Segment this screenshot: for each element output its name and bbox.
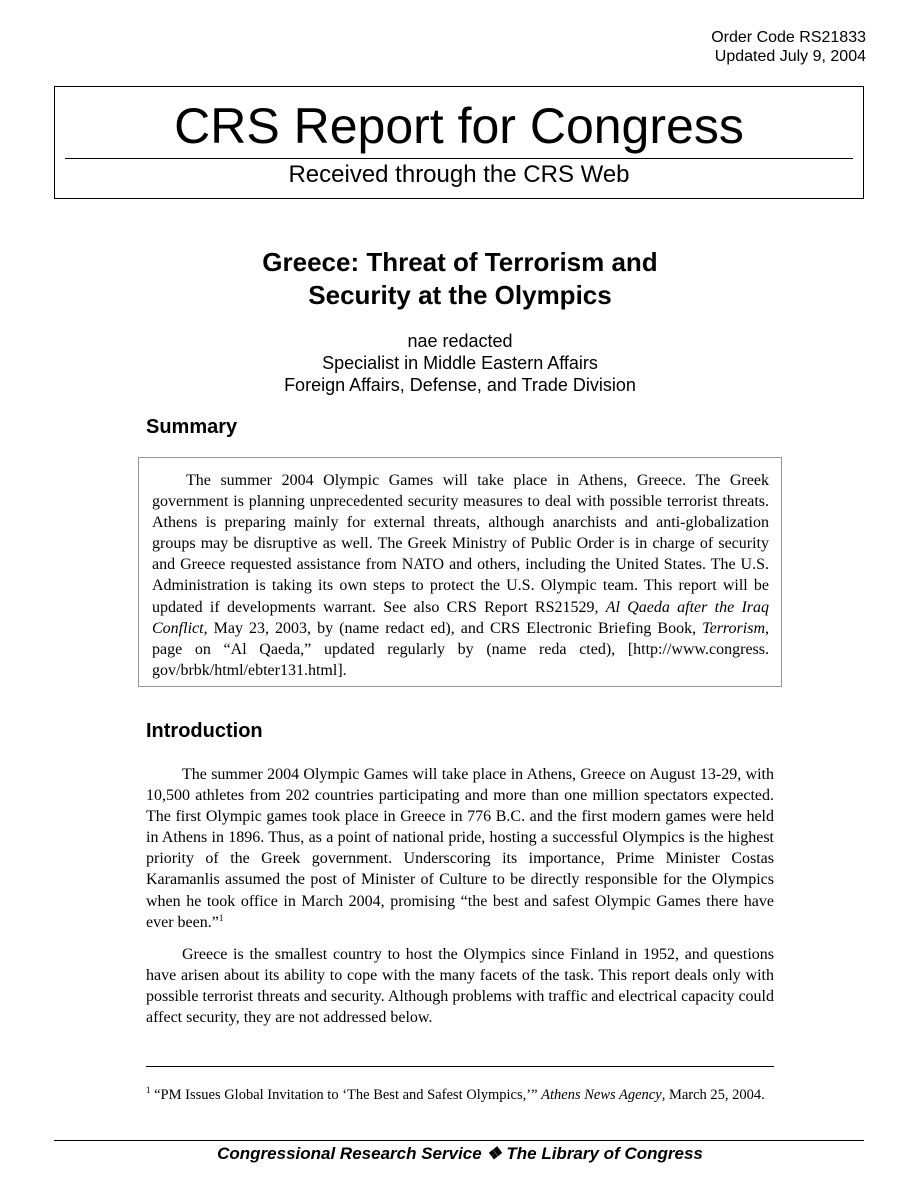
footnote-number: 1 — [146, 1085, 151, 1095]
footnote — [146, 1086, 774, 1105]
intro-paragraph-1 — [146, 764, 774, 933]
intro-paragraph-2: Greece is the smallest country to host the Olympics since Finland in 1952, and questions have arisen about its ability to cope with the many facets of the task. This report deals only with possible terrorist threats and security. Although problems with traffic and electrical capacity could affect security, they are not addressed below. — [146, 946, 774, 1027]
banner-subtitle: Received through the CRS Web — [288, 161, 630, 188]
summary-text-b: , May 23, 2003, by (name redact ed), and CRS Electronic Briefing Book, — [203, 619, 703, 637]
page-footer: Congressional Research Service ❖ The Library of Congress — [217, 1144, 703, 1163]
footnote-text-a: “PM Issues Global Invitation to ‘The Best and Safest Olympics,’” — [150, 1087, 542, 1103]
footnote-text-b: , March 25, 2004. — [661, 1087, 765, 1103]
updated-date: Updated July 9, 2004 — [714, 48, 866, 65]
summary-text-c: , page on “Al Qaeda,” updated regularly by (name reda cted), [http://www.congress. gov/brbk/html/ebter131.html]. — [152, 619, 769, 679]
footnote-rule — [146, 1066, 774, 1067]
footnote-ref: 1 — [218, 912, 224, 923]
summary-box — [138, 457, 782, 687]
report-title-line1: Greece: Threat of Terrorism and — [262, 247, 658, 277]
report-title — [0, 246, 920, 312]
summary-ref-title: Al Qaeda after the Iraq Conflict — [152, 598, 769, 637]
report-title-line2: Security at the Olympics — [308, 280, 612, 310]
footer-rule — [54, 1140, 864, 1141]
author-role: Specialist in Middle Eastern Affairs — [322, 353, 598, 373]
footnote-source: Athens News Agency — [541, 1087, 662, 1103]
intro-paragraph-1-text: The summer 2004 Olympic Games will take place in Athens, Greece on August 13-29, with 10,500 athletes from 202 countries participating and more than one million spectators expected. The first Olympic games took place in Greece in 776 B.C. and the first modern games were held in Athens in 1896. Thus, as a point of national pride, hosting a successful Olympics is the highest priority of the Greek government. Underscoring its importance, Prime Minister Costas Karamanlis assumed the post of Minister of Culture to be directly responsible for the Olympics when he took office in March 2004, promising “the best and safest Olympic Games there have ever been.” — [146, 766, 774, 931]
summary-book-title: Terrorism — [702, 619, 765, 637]
summary-text-a: The summer 2004 Olympic Games will take place in Athens, Greece. The Greek government is planning unprecedented security measures to deal with possible terrorist threats. Athens is preparing mainly for external threats, although anarchists and anti-globalization groups may be disruptive as well. The Greek Ministry of Public Order is in charge of security and Greece requested assistance from NATO and others, including the United States. The U.S. Administration is taking its own steps to protect the U.S. Olympic team. This report will be updated if developments warrant. See also CRS Report RS21529, — [152, 472, 769, 616]
order-code-block — [711, 28, 866, 66]
author-division: Foreign Affairs, Defense, and Trade Division — [284, 375, 636, 395]
report-banner — [54, 86, 864, 199]
author-block — [0, 330, 920, 396]
author-name: nae redacted — [407, 331, 513, 351]
banner-title: CRS Report for Congress — [174, 98, 744, 154]
summary-text — [152, 470, 769, 681]
order-code: Order Code RS21833 — [711, 29, 866, 46]
banner-rule — [65, 158, 853, 159]
introduction-heading: Introduction — [146, 720, 263, 742]
summary-heading: Summary — [146, 416, 238, 438]
